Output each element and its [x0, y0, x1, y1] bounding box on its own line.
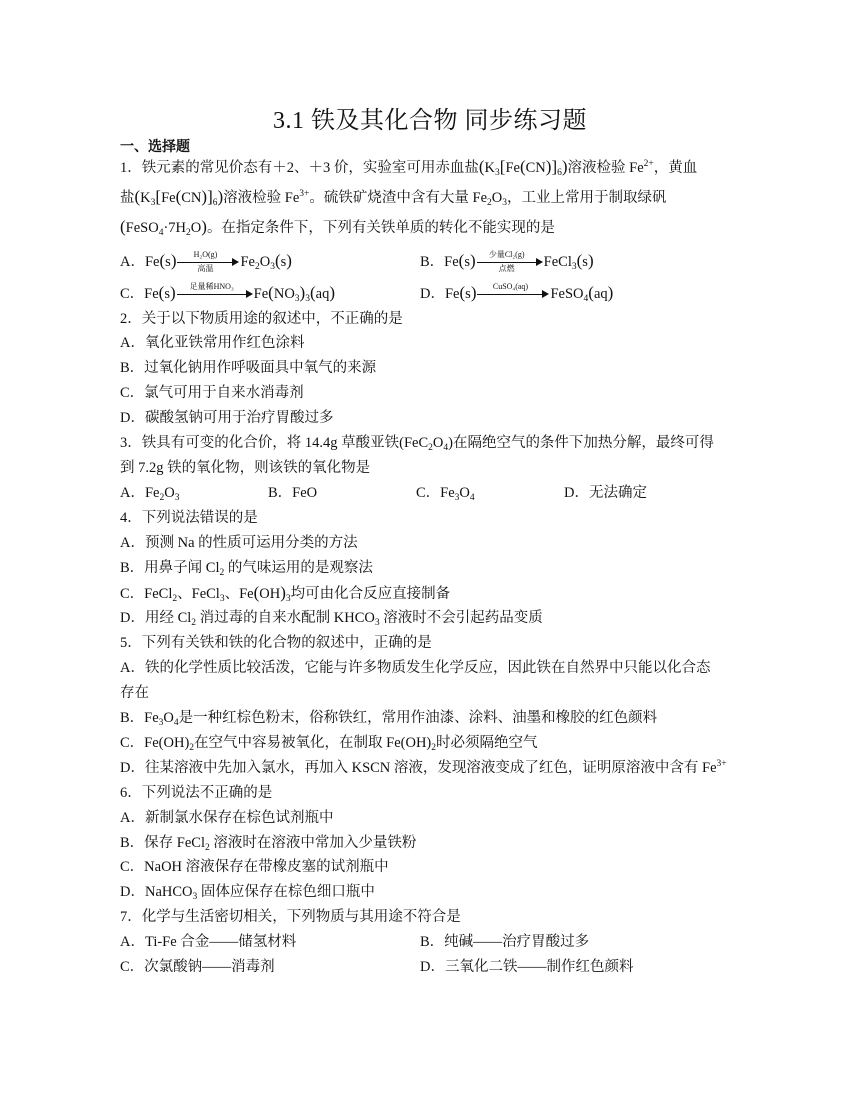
q1-option-b[interactable]: B．Fe(s) 少量Cl₂(g) 点燃 FeCl$_3$(s)	[420, 250, 594, 274]
q2-option-b[interactable]: B．过氧化钠用作呼吸面具中氧气的来源	[120, 360, 377, 377]
q5-option-b[interactable]: B．$Fe_3O_4$是一种红棕色粉末，俗称铁红，常用作油漆、涂料、油墨和橡胶的红色颜料	[120, 710, 658, 729]
q1-option-a[interactable]: A．Fe(s) H₂O(g) 高温 $Fe_2O_3(s)$	[120, 250, 292, 274]
q6-stem: 6．下列说法不正确的是	[120, 784, 273, 801]
q5-option-c[interactable]: C．$Fe(OH)_2$在空气中容易被氧化，在制取 $Fe(OH)_2$时必须隔绝空气	[120, 734, 538, 753]
q2-stem: 2．关于以下物质用途的叙述中，不正确的是	[120, 310, 403, 327]
q4-option-d[interactable]: D．用经 $Cl_2$ 消过毒的自来水配制 $KHCO_3$ 溶液时不会引起药品变质	[120, 610, 543, 629]
question-list	[120, 155, 740, 980]
q1-options-cd	[120, 281, 740, 307]
q3-option-b[interactable]: B．FeO	[268, 484, 318, 501]
q2-option-c[interactable]: C．氯气可用于自来水消毒剂	[120, 385, 304, 402]
q5-stem: 5．下列有关铁和铁的化合物的叙述中，正确的是	[120, 635, 432, 652]
q7-option-a[interactable]: A．Ti-Fe 合金——储氢材料	[120, 934, 297, 951]
q1-line-2: 盐$(K_3[Fe(CN)]_6)$溶液检验 $Fe^{3+}$。硫铁矿烧渣中含有大量 $Fe_2O_3$，工业上常用于制取绿矾	[120, 186, 667, 208]
q3-option-d[interactable]: D．无法确定	[564, 484, 647, 501]
q7-stem: 7．化学与生活密切相关，下列物质与其用途不符合是	[120, 909, 461, 926]
q4-stem: 4．下列说法错误的是	[120, 509, 258, 526]
q4-option-a[interactable]: A．预测 Na 的性质可运用分类的方法	[120, 534, 358, 551]
page-title: 3.1 铁及其化合物 同步练习题	[273, 108, 587, 134]
q5-option-d[interactable]: D．往某溶液中先加入氯水，再加入 KSCN 溶液，发现溶液变成了红色，证明原溶液中含有 $Fe^{3+}$	[120, 758, 727, 776]
q3-option-a[interactable]: A．$Fe_2O_3$	[120, 484, 180, 503]
q4-option-b[interactable]: B．用鼻子闻 $Cl_2$ 的气味运用的是观察法	[120, 559, 373, 578]
q3-stem-line-1: 3．铁具有可变的化合价，将 14.4g 草酸亚铁$(FeC_2O_4)$在隔绝空气的条件下加热分解，最终可得	[120, 435, 714, 454]
q5-option-a-line-2[interactable]: 存在	[120, 685, 149, 702]
q3-option-c[interactable]: C．$Fe_3O_4$	[416, 484, 475, 503]
q6-option-d[interactable]: D．NaHCO$_3$ 固体应保存在棕色细口瓶中	[120, 884, 375, 903]
q1-line-1: 1．铁元素的常见价态有＋2、＋3 价，实验室可用赤血盐$(K_3[Fe(CN)]_6)$溶液检验 $Fe^{2+}$，黄血	[120, 157, 698, 178]
q2-option-d[interactable]: D．碳酸氢钠可用于治疗胃酸过多	[120, 410, 334, 427]
q6-option-c[interactable]: C．NaOH 溶液保存在带橡皮塞的试剂瓶中	[120, 859, 389, 876]
q6-option-b[interactable]: B．保存 FeCl$_2$ 溶液时在溶液中常加入少量铁粉	[120, 834, 417, 853]
q7-option-d[interactable]: D．三氧化二铁——制作红色颜料	[420, 959, 634, 976]
q4-option-c[interactable]: C．FeCl$_2$、FeCl$_3$、$Fe(OH)_3$均可由化合反应直接制备	[120, 582, 451, 604]
q6-option-a[interactable]: A．新制氯水保存在棕色试剂瓶中	[120, 809, 334, 826]
q2-option-a[interactable]: A．氧化亚铁常用作红色涂料	[120, 335, 305, 352]
q1-line-3: $(FeSO_4\cdot 7H_2O)$。在指定条件下，下列有关铁单质的转化不能实现的是	[120, 216, 555, 238]
q7-option-c[interactable]: C．次氯酸钠——消毒剂	[120, 959, 275, 976]
q1-option-c[interactable]: C．Fe(s) 足量稀HNO₃ $Fe(NO_3)_3(aq)$	[120, 282, 335, 304]
q5-option-a-line-1[interactable]: A．铁的化学性质比较活泼，它能与许多物质发生化学反应，因此铁在自然界中只能以化合态	[120, 660, 711, 677]
q1-options-ab	[120, 249, 740, 275]
q7-options-cd	[120, 955, 740, 980]
q3-options	[120, 481, 740, 506]
q1-option-d[interactable]: D．Fe(s) CuSO₄(aq) FeSO$_4$(aq)	[420, 282, 614, 304]
q7-option-b[interactable]: B．纯碱——治疗胃酸过多	[420, 934, 590, 951]
q7-options-ab	[120, 930, 740, 955]
q3-stem-line-2: 到 7.2g 铁的氧化物，则该铁的氧化物是	[120, 459, 371, 476]
section-heading: 一、选择题	[120, 139, 190, 155]
